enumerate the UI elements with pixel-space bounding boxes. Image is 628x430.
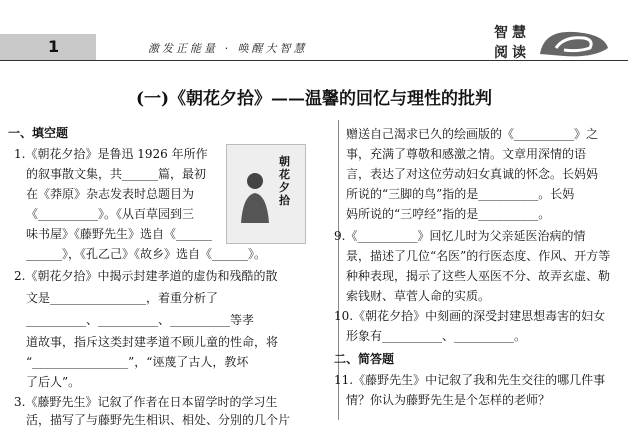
text-line: 《__________》。《从百草园到三: [26, 207, 195, 221]
page-number: 1: [48, 37, 60, 56]
text-line: 言，表达了对这位劳动妇女真诚的怀念。长妈妈: [346, 167, 599, 181]
logo-swoosh-icon: [534, 26, 614, 60]
text-line: 索钱财、草菅人命的实质。: [346, 289, 491, 303]
text-line: ______》，《孔乙己》《故乡》选自《______》。: [26, 247, 267, 261]
text-line: 赠送自己渴求已久的绘画版的《__________》之: [346, 127, 599, 141]
text-line: 味书屋》《藤野先生》选自《______: [26, 227, 213, 241]
text-line: 文是________________，着重分析了: [26, 291, 219, 305]
header-slogan: 激发正能量 · 唤醒大智慧: [148, 42, 308, 55]
text-line: 道故事，指斥这类封建孝道不顾儿童的性命，将: [26, 335, 279, 349]
logo-char: 智: [494, 25, 508, 41]
text-line: 情？你认为藤野先生是个怎样的老师？: [346, 393, 551, 407]
text-line: 3.《藤野先生》记叙了作者在日本留学时的学习生: [14, 395, 278, 409]
text-line: 9.《__________》回忆儿时为父亲延医治病的情: [334, 229, 586, 243]
section-heading-fill-blank: 一、填空题: [8, 126, 69, 140]
page-title: (一)《朝花夕拾》——温馨的回忆与理性的批判: [135, 89, 493, 109]
text-line: 2.《朝花夕拾》中揭示封建孝道的虚伪和残酷的散: [14, 269, 278, 283]
text-line: 在《莽原》杂志发表时总题目为: [26, 187, 195, 201]
logo-char: 阅: [494, 45, 508, 61]
portrait-figure-icon: [237, 169, 273, 223]
logo-char: 读: [512, 45, 526, 61]
text-line: 事，充满了尊敬和感激之情。文章用深情的语: [346, 147, 587, 161]
book-cover-title: 朝花夕拾: [279, 155, 290, 207]
header-rule: [0, 60, 628, 61]
text-line: 活，描写了与藤野先生相识、相处、分别的几个片: [26, 413, 291, 427]
section-heading-short-answer: 二、简答题: [334, 352, 395, 366]
text-line: 11.《藤野先生》中记叙了我和先生交往的哪几件事: [334, 373, 606, 387]
text-line: 所说的“三脚的鸟”指的是__________。长妈: [346, 187, 575, 201]
text-line: 10.《朝花夕拾》中刻画的深受封建思想毒害的妇女: [334, 309, 606, 323]
text-line: __________、__________、__________等孝: [26, 313, 255, 327]
wisdom-reading-logo: [486, 20, 620, 62]
text-line: “________________”，“诬蔑了古人，教坏: [26, 355, 249, 369]
text-line: 的叙事散文集，共______篇，最初: [26, 167, 207, 181]
text-line: 形象有__________、__________。: [346, 329, 527, 343]
text-line: 种种表现，揭示了这些人巫医不分、故弄玄虚、勒: [346, 269, 611, 283]
logo-char: 慧: [512, 25, 526, 41]
text-line: 了后人”。: [26, 375, 81, 389]
text-line: 妈所说的“三哼经”指的是__________。: [346, 207, 551, 221]
text-line: 1.《朝花夕拾》是鲁迅 1926 年所作: [14, 147, 208, 161]
text-line: 景，描述了几位“名医”的行医态度、作风、开方等: [346, 249, 611, 263]
book-cover-image: [226, 144, 306, 244]
